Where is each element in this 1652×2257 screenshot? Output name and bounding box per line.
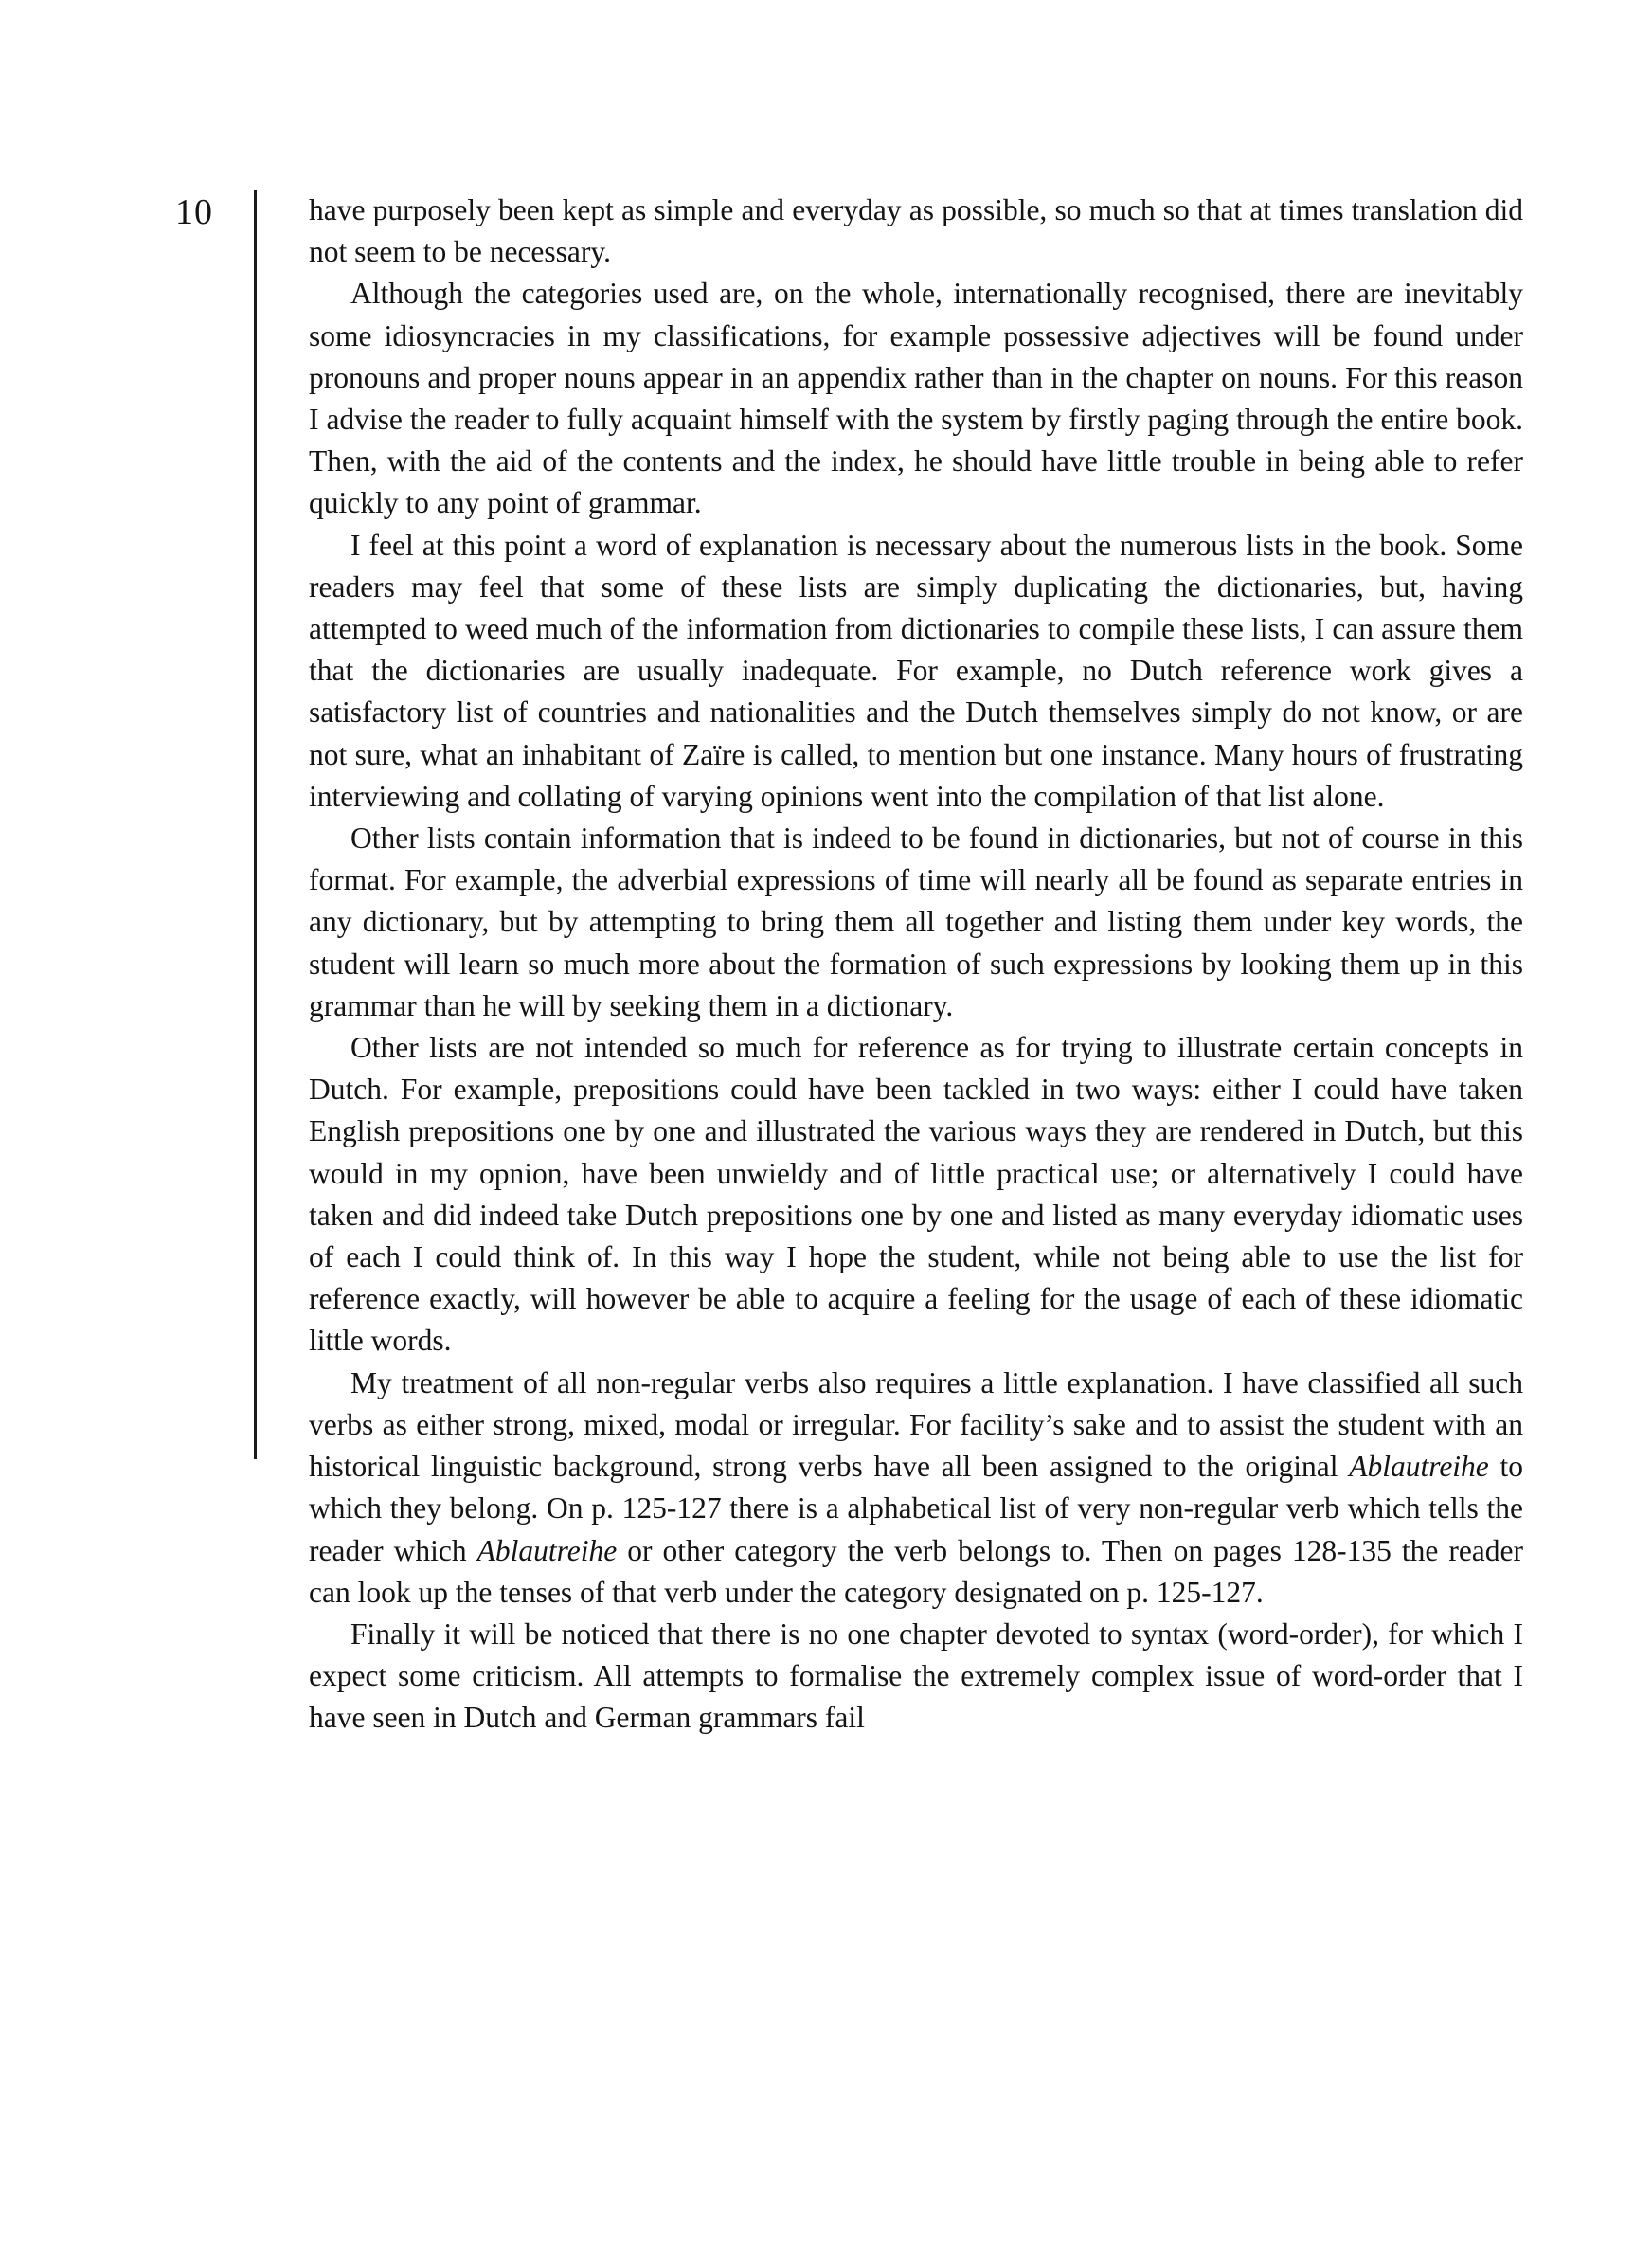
text-run: Other lists contain information that is indeed to be found in dictionaries, but not of course in this format. For example, the adverbial expressions of time will nearly all be found as separate entries in any dictionary, but by attempting to bring them all together and listing them under key words, the student will learn so much more about the formation of such expressions by looking them up in this grammar than he will by seeking them in a dictionary. <box>309 822 1523 1022</box>
text-run: Although the categories used are, on the whole, internationally recognised, there are inevitably some idiosyncracies in my classifications, for example possessive adjectives will be found under pronouns and proper nouns appear in an appendix rather than in the chapter on nouns. For this reason I advise the reader to fully acquaint himself with the system by firstly paging through the entire book. Then, with the aid of the contents and the index, he should have little trouble in being able to refer quickly to any point of grammar. <box>309 277 1523 520</box>
text-run: Other lists are not intended so much for reference as for trying to illustrate certain concepts in Dutch. For example, prepositions could have been tackled in two ways: either I could have taken English prepositions one by one and illustrated the various ways they are rendered in Dutch, but this would in my opnion, have been unwieldy and of little practical use; or alternatively I could have taken and did indeed take Dutch prepositions one by one and listed as many everyday idiomatic uses of each I could think of. In this way I hope the student, while not being able to use the list for reference exactly, will however be able to acquire a feeling for the usage of each of these idiomatic little words. <box>309 1031 1523 1358</box>
paragraph <box>309 1027 1523 1363</box>
italic-term: Ablautreihe <box>476 1533 618 1567</box>
margin-rule <box>254 190 257 1459</box>
paragraph <box>309 1363 1523 1614</box>
text-block <box>309 190 1523 1740</box>
page-number: 10 <box>175 192 213 232</box>
paragraph <box>309 818 1523 1027</box>
paragraph <box>309 1614 1523 1740</box>
text-run: I feel at this point a word of explanation is necessary about the numerous lists in the book. Some readers may feel that some of these lists are simply duplicating the dictionaries, but, having attempted to weed much of the information from dictionaries to compile these lists, I can assure them that the dictionaries are usually inadequate. For example, no Dutch reference work gives a satisfactory list of countries and nationalities and the Dutch themselves simply do not know, or are not sure, what an inhabitant of Zaïre is called, to mention but one instance. Many hours of frustrating interviewing and collating of varying opinions went into the compilation of that list alone. <box>309 528 1523 813</box>
text-run: or other category the verb belongs to. Then on pages 128-135 the reader can look up the tenses of that verb under the category designated on p. 125-127. <box>309 1533 1524 1609</box>
text-run: have purposely been kept as simple and everyday as possible, so much so that at times translation did not seem to be necessary. <box>309 193 1523 269</box>
paragraph <box>309 525 1523 818</box>
text-run: to which they belong. On p. 125-127 there is a alphabetical list of very non-regular verb which tells the reader which <box>309 1450 1523 1567</box>
text-run: My treatment of all non-regular verbs also requires a little explanation. I have classified all such verbs as either strong, mixed, modal or irregular. For facility’s sake and to assist the student with an historical linguistic background, strong verbs have all been assigned to the original <box>309 1365 1523 1484</box>
italic-term: Ablautreihe <box>1349 1450 1489 1484</box>
text-run: Finally it will be noticed that there is no one chapter devoted to syntax (word-order), for which I expect some criticism. All attempts to formalise the extremely complex issue of word-order that I have seen in Dutch and German grammars fail <box>309 1616 1523 1735</box>
paragraph <box>309 273 1523 524</box>
paragraph <box>309 190 1523 273</box>
